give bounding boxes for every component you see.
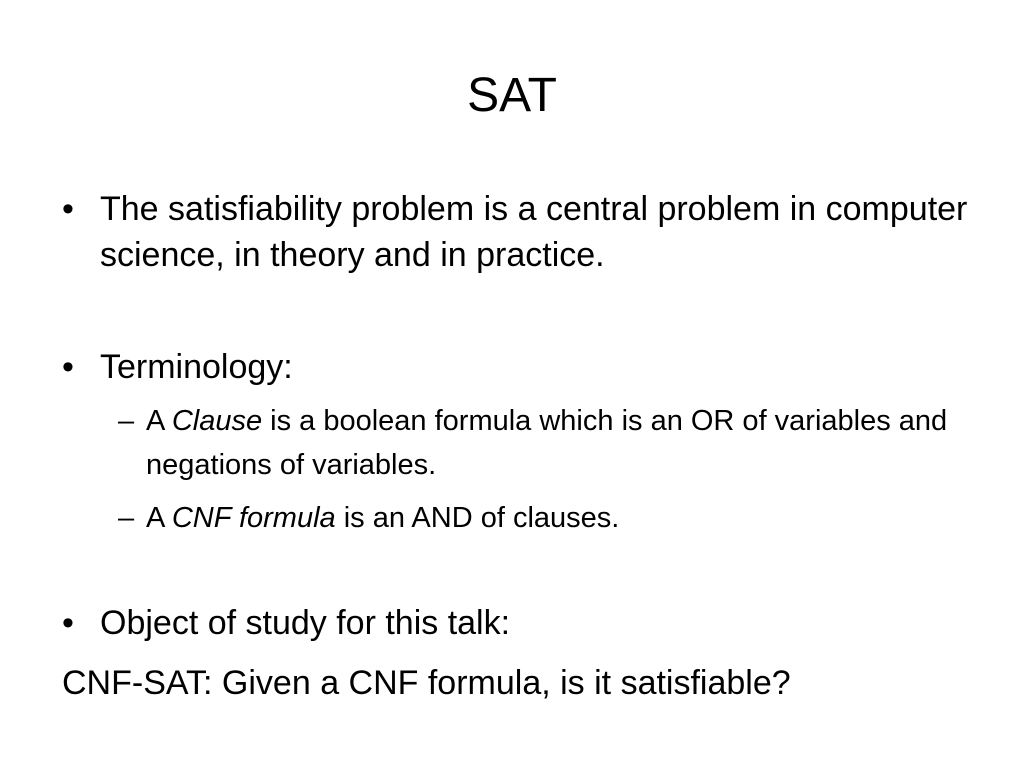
sub-bullet-suffix: is a boolean formula which is an OR of variables and negations of variables.	[146, 405, 948, 481]
term-clause: Clause	[171, 405, 263, 437]
bullet-marker: •	[62, 348, 74, 386]
sub-bullet-clause	[118, 399, 948, 487]
sub-bullet-marker: –	[118, 405, 135, 437]
bullet-text: Terminology:	[100, 348, 293, 386]
slide-title: SAT	[467, 69, 557, 122]
sub-bullet-text	[146, 399, 948, 487]
bullet-object-of-study	[62, 600, 992, 646]
bullet-text: Object of study for this talk:	[100, 604, 511, 642]
sub-bullet-text	[146, 496, 948, 540]
bullet-satisfiability	[62, 186, 992, 278]
bullet-marker: •	[62, 604, 74, 642]
sub-bullet-suffix: is an AND of clauses.	[335, 502, 620, 534]
sub-bullet-marker: –	[118, 502, 135, 534]
cnf-sat-definition: CNF-SAT: Given a CNF formula, is it satisfiable?	[62, 664, 791, 702]
bullet-terminology	[62, 344, 992, 390]
sub-bullet-prefix: A	[146, 502, 172, 534]
sub-bullet-prefix: A	[146, 405, 172, 437]
bullet-text: The satisfiability problem is a central problem in computer science, in theory and in practice.	[100, 190, 968, 274]
bullet-marker: •	[62, 190, 74, 228]
term-cnf-formula: CNF formula	[171, 502, 336, 534]
sub-bullet-cnf-formula	[118, 496, 948, 540]
